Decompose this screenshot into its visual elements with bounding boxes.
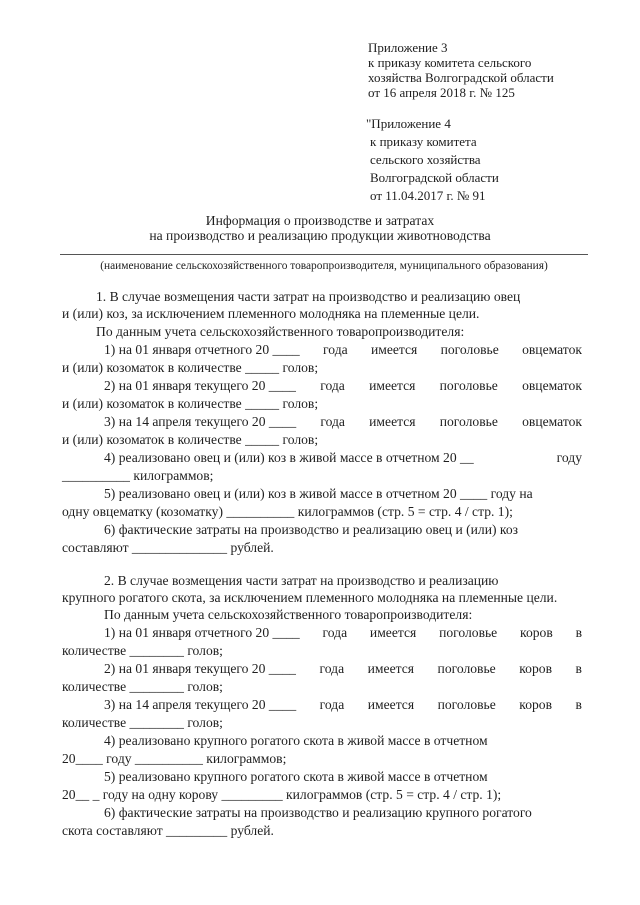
title-line1: Информация о производстве и затратах: [205, 213, 435, 228]
s1-item3: 3) на 14 апреля текущего 20 ____ года имеется поголовье овцематок: [104, 414, 582, 429]
s2-item2-cont: количестве ________ голов;: [62, 679, 223, 694]
s1-item1: 1) на 01 января отчетного 20 ____ года имеется поголовье овцематок: [104, 342, 582, 357]
s2-item5-cont: 20__ _ году на одну корову _________ килограммов (стр. 5 = стр. 4 / стр. 1);: [62, 787, 502, 802]
s1-item4-cont: __________ килограммов;: [62, 468, 214, 483]
appendix4-line2: к приказу комитета: [370, 134, 477, 149]
s2-heading-line2: крупного рогатого скота, за исключением племенного молодняка на племенные цели.: [62, 590, 558, 605]
appendix3-line4: от 16 апреля 2018 г. № 125: [368, 85, 515, 100]
s1-item6-cont: составляют ______________ рублей.: [62, 540, 274, 555]
s2-intro: По данным учета сельскохозяйственного товаропроизводителя:: [104, 607, 473, 622]
s2-item1: 1) на 01 января отчетного 20 ____ года имеется поголовье коров в: [104, 625, 582, 640]
s2-item6-cont: скота составляют _________ рублей.: [62, 823, 274, 838]
appendix4-line5: от 11.04.2017 г. № 91: [370, 188, 486, 203]
s1-heading-line1: 1. В случае возмещения части затрат на производство и реализацию овец: [96, 289, 521, 304]
appendix3-line2: к приказу комитета сельского: [368, 55, 532, 70]
s1-item5-cont: одну овцематку (козоматку) __________ килограммов (стр. 5 = стр. 4 / стр. 1);: [62, 504, 513, 519]
s1-item3-cont: и (или) козоматок в количестве _____ голов;: [62, 432, 319, 447]
s1-item4: 4) реализовано овец и (или) коз в живой массе в отчетном 20 __ году: [104, 450, 582, 465]
s2-item6: 6) фактические затраты на производство и реализацию крупного рогатого: [104, 805, 532, 820]
appendix4-line1: "Приложение 4: [366, 116, 451, 131]
appendix4-line3: сельского хозяйства: [370, 152, 481, 167]
s2-heading-line1: 2. В случае возмещения части затрат на производство и реализацию: [104, 573, 499, 588]
s2-item4-cont: 20____ году __________ килограммов;: [62, 751, 287, 766]
s1-item2: 2) на 01 января текущего 20 ____ года имеется поголовье овцематок: [104, 378, 582, 393]
s1-item6: 6) фактические затраты на производство и реализацию овец и (или) коз: [104, 522, 518, 537]
s1-intro: По данным учета сельскохозяйственного товаропроизводителя:: [96, 324, 465, 339]
s1-item5: 5) реализовано овец и (или) коз в живой массе в отчетном 20 ____ году на: [104, 486, 533, 501]
s2-item1-cont: количестве ________ голов;: [62, 643, 223, 658]
producer-name-line: [60, 254, 588, 255]
producer-caption: (наименование сельскохозяйственного товаропроизводителя, муниципального образования): [100, 260, 548, 272]
s1-item2-cont: и (или) козоматок в количестве _____ голов;: [62, 396, 319, 411]
s2-item4: 4) реализовано крупного рогатого скота в живой массе в отчетном: [104, 733, 488, 748]
s2-item2: 2) на 01 января текущего 20 ____ года имеется поголовье коров в: [104, 661, 582, 676]
s2-item3-cont: количестве ________ голов;: [62, 715, 223, 730]
title-line2: на производство и реализацию продукции животноводства: [149, 228, 491, 243]
appendix3-line3: хозяйства Волгоградской области: [368, 70, 554, 85]
s1-heading-line2: и (или) коз, за исключением племенного молодняка на племенные цели.: [62, 306, 480, 321]
appendix4-line4: Волгоградской области: [370, 170, 499, 185]
s2-item5: 5) реализовано крупного рогатого скота в живой массе в отчетном: [104, 769, 488, 784]
appendix3-line1: Приложение 3: [368, 40, 448, 55]
s1-item1-cont: и (или) козоматок в количестве _____ голов;: [62, 360, 319, 375]
s2-item3: 3) на 14 апреля текущего 20 ____ года имеется поголовье коров в: [104, 697, 582, 712]
